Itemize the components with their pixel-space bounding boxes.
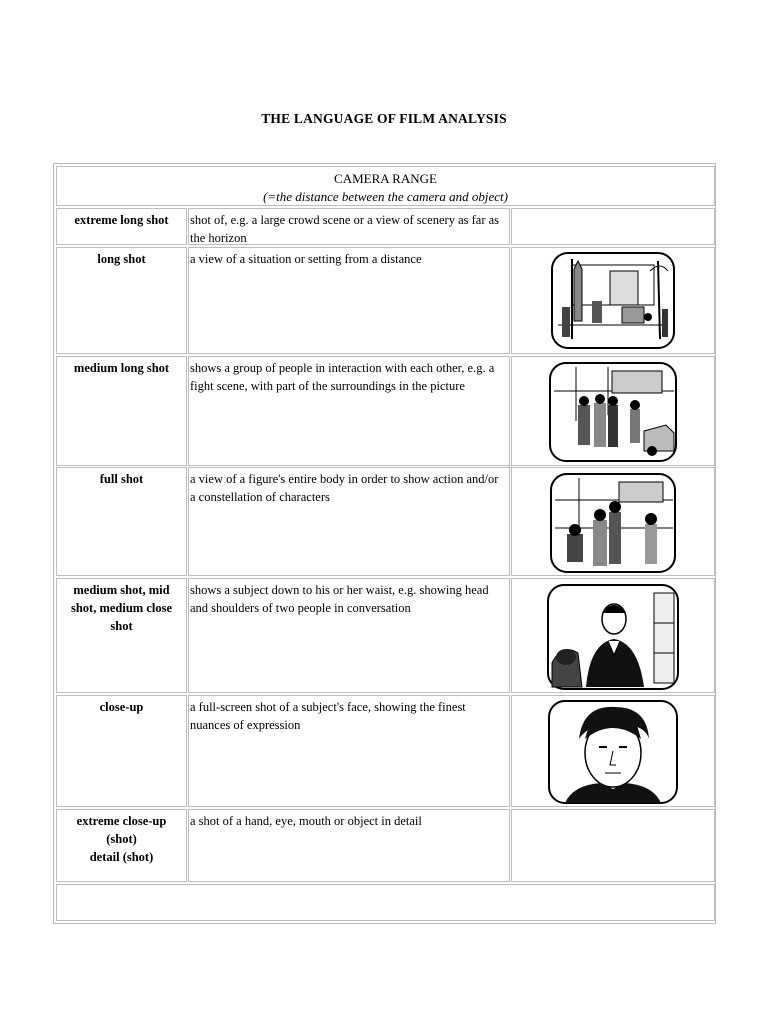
- term-cell: [56, 247, 187, 354]
- term-cell: [56, 208, 187, 245]
- term-cell: [56, 467, 187, 576]
- tv-frame-figures-icon: [549, 472, 677, 574]
- term-text: close-up: [99, 700, 144, 714]
- term-cell: [56, 578, 187, 693]
- term-text: long shot: [97, 252, 146, 266]
- illustration-cell: [511, 578, 715, 693]
- description-cell: shows a subject down to his or her waist, e.g. showing head and shoulders of two people in conversation: [188, 578, 510, 693]
- empty-footer-row: [56, 884, 715, 921]
- tv-frame-conversation-icon: [546, 583, 680, 691]
- term-text: medium shot, mid: [73, 583, 170, 597]
- description-cell: a view of a situation or setting from a distance: [188, 247, 510, 354]
- header-heading: CAMERA RANGE: [334, 171, 437, 186]
- tv-frame-face-icon: [547, 699, 679, 805]
- illustration-cell-empty: [511, 208, 715, 245]
- illustration-cell-empty: [511, 809, 715, 882]
- term-text: extreme close-up: [76, 814, 167, 828]
- header-subheading: (=the distance between the camera and object): [263, 189, 508, 204]
- term-text: shot: [110, 619, 133, 633]
- page-title: THE LANGUAGE OF FILM ANALYSIS: [261, 111, 507, 126]
- illustration-cell: [511, 695, 715, 807]
- tv-frame-street-scene-icon: [550, 251, 676, 350]
- term-text: full shot: [99, 472, 144, 486]
- term-cell: [56, 809, 187, 882]
- description-cell: a full-screen shot of a subject's face, showing the finest nuances of expression: [188, 695, 510, 807]
- term-cell: [56, 356, 187, 466]
- tv-frame-group-scene-icon: [548, 361, 678, 463]
- illustration-cell: [511, 356, 715, 466]
- term-cell: [56, 695, 187, 807]
- camera-range-table: [53, 163, 716, 924]
- term-text: detail (shot): [89, 850, 154, 864]
- description-cell: shot of, e.g. a large crowd scene or a view of scenery as far as the horizon: [188, 208, 510, 245]
- term-text: medium long shot: [73, 361, 170, 375]
- illustration-cell: [511, 247, 715, 354]
- term-text: extreme long shot: [74, 213, 169, 227]
- term-text: (shot): [106, 832, 137, 846]
- illustration-cell: [511, 467, 715, 576]
- description-cell: a shot of a hand, eye, mouth or object in detail: [188, 809, 510, 882]
- description-cell: a view of a figure's entire body in order to show action and/or a constellation of characters: [188, 467, 510, 576]
- term-text: shot, medium close: [70, 601, 173, 615]
- table-header: [56, 166, 715, 206]
- description-cell: shows a group of people in interaction with each other, e.g. a fight scene, with part of the surroundings in the picture: [188, 356, 510, 466]
